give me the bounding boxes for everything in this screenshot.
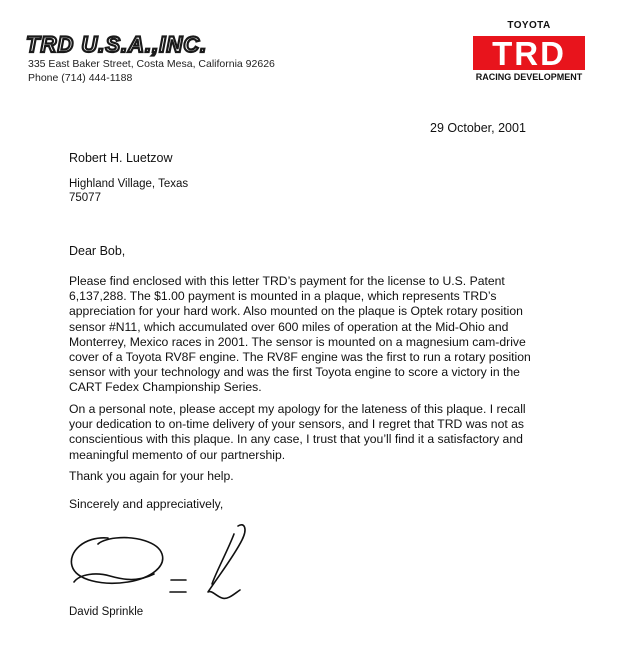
thanks-line: Thank you again for your help. <box>69 469 234 483</box>
recipient-address <box>69 177 188 205</box>
paragraph-line: cover of a Toyota RV8F engine. The RV8F engine was the first to run a rotary position <box>69 350 531 365</box>
toyota-label: TOYOTA <box>507 20 551 31</box>
closing-line: Sincerely and appreciatively, <box>69 497 224 511</box>
paragraph-line: appreciation for your hard work. Also mounted on the plaque is Optek rotary position <box>69 304 523 319</box>
trd-usa-logo <box>24 32 264 58</box>
recipient-name: Robert H. Luetzow <box>69 151 173 165</box>
paragraph-line: Monterrey, Mexico races in 2001. The sensor is mounted on a magnesium cam-drive <box>69 334 526 349</box>
salutation: Dear Bob, <box>69 244 126 258</box>
body-paragraph-2 <box>69 402 614 463</box>
racing-development-label: RACING DEVELOPMENT <box>475 72 583 82</box>
trd-usa-logo-text: TRD U.S.A.,INC. <box>26 32 208 57</box>
recipient-zip: 75077 <box>69 192 101 204</box>
paragraph-line: conscientious with this plaque. In any case, I trust that you’ll find it a satisfactory and <box>69 432 523 447</box>
paragraph-line: Please find enclosed with this letter TRD’s payment for the license to U.S. Patent <box>69 274 505 288</box>
letter-date: 29 October, 2001 <box>430 121 526 135</box>
address-line: 335 East Baker Street, Costa Mesa, California 92626 <box>28 58 275 70</box>
trd-red-logo-text: TRD <box>492 36 566 70</box>
paragraph-line: sensor #N11, which accumulated over 600 miles of operation at the Mid-Ohio and <box>69 319 509 334</box>
phone-line: Phone (714) 444-1188 <box>28 72 133 84</box>
trd-red-logo <box>473 36 585 70</box>
paragraph-line: 6,137,288. The $1.00 payment is mounted in a plaque, which represents TRD’s <box>69 289 497 304</box>
toyota-trd-brand <box>470 20 588 83</box>
paragraph-line: CART Fedex Championship Series. <box>69 380 262 395</box>
body-paragraph-1 <box>69 274 614 396</box>
recipient-city: Highland Village, Texas <box>69 178 189 190</box>
handwritten-signature <box>66 520 266 606</box>
paragraph-line: On a personal note, please accept my apology for the lateness of this plaque. I recall <box>69 402 526 416</box>
signer-name: David Sprinkle <box>69 606 144 618</box>
letterhead-address <box>28 57 275 85</box>
paragraph-line: your dedication to on-time delivery of your sensors, and I regret that TRD was not as <box>69 417 524 432</box>
paragraph-line: meaningful memento of our partnership. <box>69 447 286 462</box>
paragraph-line: sensor with your technology and was the first Toyota engine to score a victory in the <box>69 365 520 380</box>
